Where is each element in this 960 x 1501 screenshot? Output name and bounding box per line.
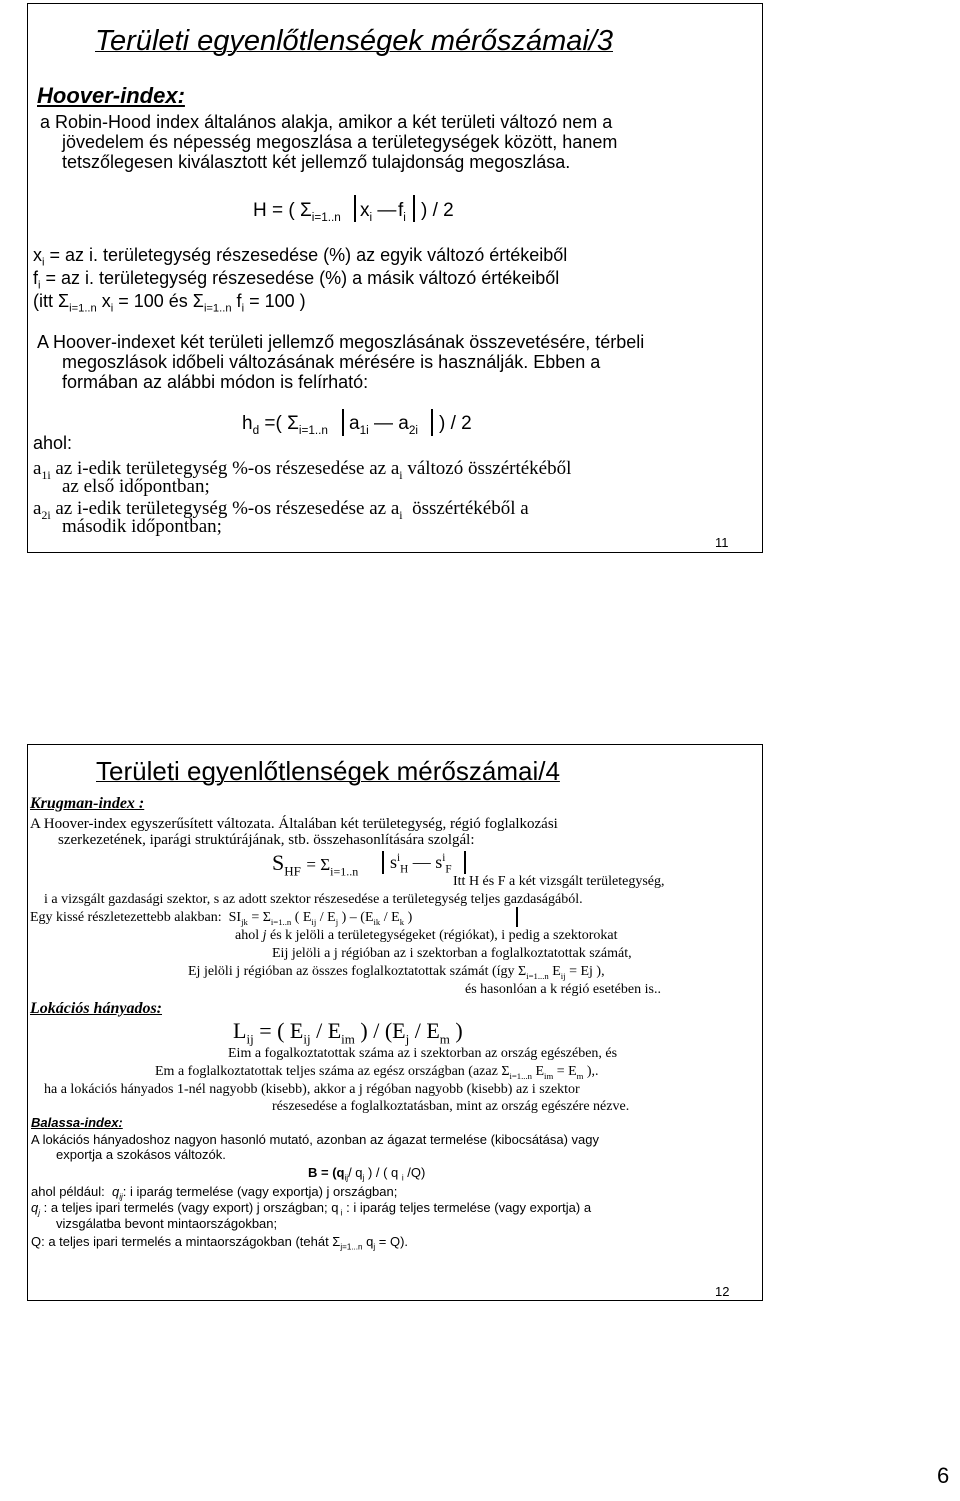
- formula-lhs: H = ( Σ: [253, 200, 312, 221]
- abs-bar: [354, 195, 356, 222]
- paragraph-line: ahol j és k jelöli a területegységeket (régiókat), i pedig a szektorokat: [235, 928, 618, 943]
- paragraph-line: ha a lokációs hányados 1-nél nagyobb (kisebb), akkor a j régóban nagyobb (kisebb) az i szektor: [44, 1082, 580, 1097]
- section-heading-balassa: Balassa-index:: [31, 1115, 123, 1130]
- formula-krugman: $S_{HF} = \Sigma_{i=1..n}$: [272, 850, 359, 879]
- page-number: 11: [715, 535, 729, 550]
- abs-bar: [413, 195, 415, 222]
- paragraph-line: Q: a teljes ipari termelés a mintaországokban (tehát $\Sigma_{j=1...n}$ $q_j = Q$).: [31, 1234, 409, 1252]
- paragraph-line: megoszlások időbeli változásának mérésére is használják. Ebben a: [62, 352, 601, 372]
- abs-bar: [516, 907, 518, 927]
- paragraph-line: exportja a szokásos változók.: [56, 1147, 226, 1162]
- abs-bar: [431, 409, 433, 436]
- paragraph-line: ahol például: $q_{ij}$: i iparág termelése (vagy exportja) j országban;: [31, 1184, 398, 1202]
- paragraph-line: A Hoover-index egyszerűsített változata. Általában két területegység, régió foglalkozási: [30, 816, 558, 832]
- page-title: Területi egyenlőtlenségek mérőszámai/4: [96, 756, 560, 786]
- section-heading-hoover: Hoover-index:: [37, 83, 185, 108]
- def-a1: $a_{1i}$ az i-edik területegység %-os részesedése az $a_i$ változó összértékéből: [33, 458, 572, 482]
- formula-krugman-s: $s^i_H$ — $s^i_F$: [390, 852, 452, 876]
- paragraph-line: és hasonlóan a k régió esetében is..: [465, 982, 661, 997]
- formula-x: $x_i$ —: [360, 200, 397, 224]
- formula-lq: $L_{ij}$ = ( $E_{ij} / E_{im}$ ) / ($E_j / E_m$ ): [233, 1018, 463, 1047]
- abs-bar: [464, 851, 466, 874]
- formula-sub: i=1..n: [311, 210, 341, 224]
- paragraph-line: Em a foglalkoztatottak teljes száma az egész országban (azaz $\Sigma_{i=1...n}$ $E_{im} = E_m$ ),.: [155, 1064, 599, 1081]
- def-x: $x_i$ = az i. területegység részesedése (%) az egyik változó értékeiből: [33, 245, 568, 269]
- section-heading-lokacios: Lokációs hányados:: [30, 1000, 162, 1017]
- page-title: Területi egyenlőtlenségek mérőszámai/3: [95, 25, 613, 57]
- abs-bar: [382, 851, 384, 874]
- formula-f: $f_i$: [398, 200, 406, 224]
- formula-si: Egy kissé részletezettebb alakban: $SI_{jk} = \Sigma_{i=1..n}$ ( $E_{ij} / E_j$ ) – ($E_{ik} / E_k$ ): [30, 910, 413, 927]
- paragraph-line: Eij jelöli a j régióban az i szektorban a foglalkoztatottak számát,: [272, 946, 632, 961]
- def-a2-cont: második időpontban;: [62, 516, 222, 537]
- section-heading-krugman: Krugman-index :: [30, 795, 145, 812]
- def-a2: $a_{2i}$ az i-edik területegység %-os részesedése az $a_i$ összértékéből a: [33, 498, 529, 522]
- def-a1-cont: az első időpontban;: [62, 476, 210, 497]
- paragraph-line: A Hoover-indexet két területi jellemző megoszlásának összevetésére, térbeli: [37, 332, 645, 352]
- formula-hd-rhs: ) / 2: [439, 413, 472, 434]
- def-f: $f_i$ = az i. területegység részesedése (%) a másik változó értékeiből: [33, 268, 560, 292]
- paragraph-line: szerkezetének, iparági struktúrájának, stb. összehasonlítására szolgál:: [58, 832, 475, 848]
- formula-balassa: $B = (q_{ij}/$ $q_j$ ) / ( q $_i$ /Q): [308, 1165, 426, 1183]
- abs-bar: [342, 409, 344, 436]
- paragraph-line: jövedelem és népesség megoszlása a területegységek között, hanem: [62, 132, 618, 152]
- formula-rhs: ) / 2: [421, 200, 454, 221]
- formula-hoover: [253, 200, 341, 224]
- document-page-number: 6: [937, 1463, 950, 1488]
- paragraph-line: Itt H és F a két vizsgált területegység,: [453, 874, 665, 889]
- paragraph-line: tetszőlegesen kiválasztott két jellemző tulajdonság megoszlása.: [62, 152, 571, 172]
- paragraph-line: $q_j$ : a teljes ipari termelés (vagy export) j országban; q $_i$ : i iparág teljes termelése (vagy exportja) a: [31, 1200, 592, 1218]
- paragraph-line: részesedése a foglalkoztatásban, mint az ország egészére nézve.: [272, 1099, 630, 1114]
- paragraph-line: vizsgálatba bevont mintaországokban;: [56, 1216, 278, 1231]
- page-number: 12: [715, 1284, 730, 1299]
- def-sum: (itt $\Sigma_{i=1..n}$ $x_i = 100$ és $\Sigma_{i=1..n}$ $f_i = 100$ ): [33, 291, 306, 315]
- ahol-label: ahol:: [33, 433, 73, 453]
- formula-hd: $h_d$ =( $\Sigma_{i=1..n}$: [242, 413, 328, 437]
- paragraph-line: A lokációs hányadoshoz nagyon hasonló mutató, azonban az ágazat termelése (kibocsátása) vagy: [31, 1132, 600, 1147]
- paragraph-line: Eim a fogalkoztatottak száma az i szektorban az ország egészében, és: [228, 1046, 618, 1061]
- formula-a: $a_{1i}$ — $a_{2i}$: [349, 413, 419, 437]
- paragraph-line: formában az alábbi módon is felírható:: [62, 372, 369, 392]
- paragraph-line: Ej jelöli j régióban az összes foglalkoztatottak számát (így $\Sigma_{i=1...n}$ $E_{ij} = Ej$ ),: [188, 964, 605, 981]
- paragraph-line: a Robin-Hood index általános alakja, amikor a két területi változó nem a: [40, 112, 613, 132]
- paragraph-line: i a vizsgált gazdasági szektor, s az adott szektor részesedése a területegység teljes gazdaságából.: [44, 892, 583, 907]
